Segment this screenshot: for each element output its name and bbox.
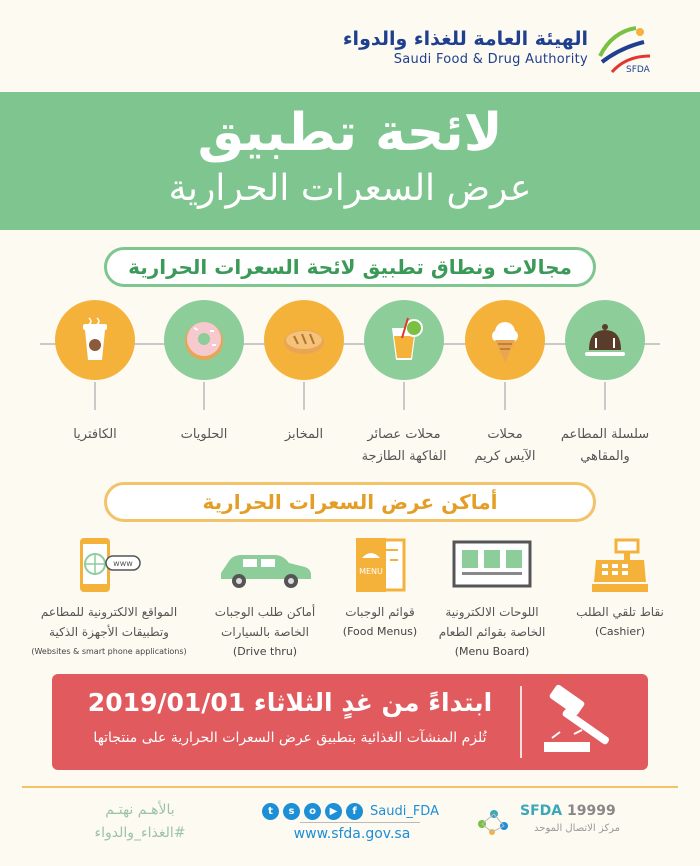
scope-heading: مجالات ونطاق تطبيق لائحة السعرات الحرارية (104, 247, 596, 287)
scope-label-line: سلسلة المطاعم (560, 427, 650, 442)
place-label-english: (Drive thru) (232, 645, 298, 658)
scope-label-bakery (249, 424, 359, 446)
cloche-icon (579, 314, 631, 366)
coffee-cup-icon (69, 314, 121, 366)
scope-label-line: الحلويات (180, 427, 228, 442)
scope-label-line: الآيس كريم (474, 449, 536, 464)
scope-label-juice (349, 424, 459, 468)
scope-tick (94, 382, 96, 410)
menu-board-icon (452, 538, 532, 594)
scope-label-restaurants (550, 424, 660, 468)
scope-label-line: محلات (487, 427, 523, 442)
place-label-line: أماكن طلب الوجبات (214, 605, 316, 619)
facebook-icon[interactable]: f (346, 803, 363, 820)
place-icon-menuboard (452, 535, 532, 597)
notice-title: ابتداءً من غدٍ الثلاثاء 2019/01/01 (87, 688, 493, 717)
donut-icon (178, 314, 230, 366)
org-name-arabic: الهيئة العامة للغذاء والدواء (342, 28, 588, 50)
place-icon-websites (74, 535, 144, 597)
gavel-icon (540, 684, 630, 760)
twitter-icon[interactable]: t (262, 803, 279, 820)
place-icon-cashier (590, 535, 650, 597)
footer-hashtag: #الغذاء_والدواء (94, 825, 186, 841)
place-label-line: نقاط تلقي الطلب (576, 605, 664, 619)
scope-label-line: الكافتريا (73, 427, 117, 442)
hotline-logo-icon (474, 800, 514, 840)
instagram-icon[interactable]: o (304, 803, 321, 820)
scope-circle-restaurants (565, 300, 645, 380)
scope-tick (504, 382, 506, 410)
place-label-english: (Menu Board) (454, 645, 530, 658)
place-label-line: الخاصة بالسيارات (221, 625, 309, 639)
scope-tick (303, 382, 305, 410)
social-links (262, 800, 442, 822)
sfda-logo-icon (592, 22, 654, 78)
website-link[interactable]: www.sfda.gov.sa (293, 826, 411, 842)
hotline-prefix: SFDA (520, 803, 563, 819)
scope-circle-bakery (264, 300, 344, 380)
smartphone-www-icon (74, 536, 144, 596)
hotline-number (520, 803, 650, 819)
scope-circle-juice (364, 300, 444, 380)
footer-divider (22, 786, 678, 788)
place-label-line: المواقع الالكترونية للمطاعم (40, 605, 178, 619)
scope-tick (403, 382, 405, 410)
notice-divider (520, 686, 522, 758)
place-label-line: الخاصة بقوائم الطعام (438, 625, 546, 639)
place-label-english: (Websites & smart phone applications) (31, 647, 187, 656)
snapchat-icon[interactable]: s (283, 803, 300, 820)
menu-word: MENU (359, 567, 383, 576)
hotline-digits: 19999 (566, 803, 616, 819)
page-title: لائحة تطبيق (197, 103, 503, 163)
place-label-websites (20, 602, 198, 662)
place-label-english: (Food Menus) (342, 625, 418, 638)
cash-register-icon (590, 538, 650, 594)
place-label-line: اللوحات الالكترونية (445, 605, 539, 619)
youtube-icon[interactable]: ▶ (325, 803, 342, 820)
footer-slogan: بالأهـم نهتـم (105, 802, 175, 818)
scope-circle-cafeteria (55, 300, 135, 380)
scope-tick (203, 382, 205, 410)
scope-circle-icecream (465, 300, 545, 380)
food-menu-icon (352, 536, 408, 596)
place-label-drivethru (190, 602, 340, 662)
scope-label-line: محلات عصائر (367, 427, 441, 442)
place-label-line: وتطبيقات الأجهزة الذكية (49, 625, 169, 639)
place-label-english: (Cashier) (594, 625, 646, 638)
places-heading: أماكن عرض السعرات الحرارية (104, 482, 596, 522)
scope-label-line: المخابز (284, 427, 324, 442)
notice-subtitle: تُلزم المنشآت الغذائية بتطبيق عرض السعرات الحرارية على منتجاتها (93, 730, 487, 746)
place-label-line: قوائم الوجبات (345, 605, 415, 619)
org-name-english: Saudi Food & Drug Authority (393, 52, 588, 67)
car-icon (215, 541, 315, 591)
scope-label-line: والمقاهي (580, 449, 630, 464)
scope-label-line: الفاكهة الطازجة (361, 449, 447, 464)
page-subtitle: عرض السعرات الحرارية (168, 168, 532, 209)
place-icon-drivethru (215, 535, 315, 597)
hotline-label: مركز الاتصال الموحد (534, 823, 620, 834)
www-label: www (113, 559, 133, 568)
juice-icon (378, 314, 430, 366)
scope-label-cafeteria (40, 424, 150, 446)
ice-cream-icon (479, 314, 531, 366)
logo-text: SFDA (626, 65, 650, 75)
scope-circle-sweets (164, 300, 244, 380)
place-label-cashier (545, 602, 695, 642)
bread-icon (278, 314, 330, 366)
place-icon-foodmenu (352, 535, 408, 597)
social-handle[interactable]: Saudi_FDA (370, 803, 439, 819)
footer-social-divider (300, 822, 420, 823)
scope-label-icecream (450, 424, 560, 468)
scope-label-sweets (149, 424, 259, 446)
scope-tick (604, 382, 606, 410)
